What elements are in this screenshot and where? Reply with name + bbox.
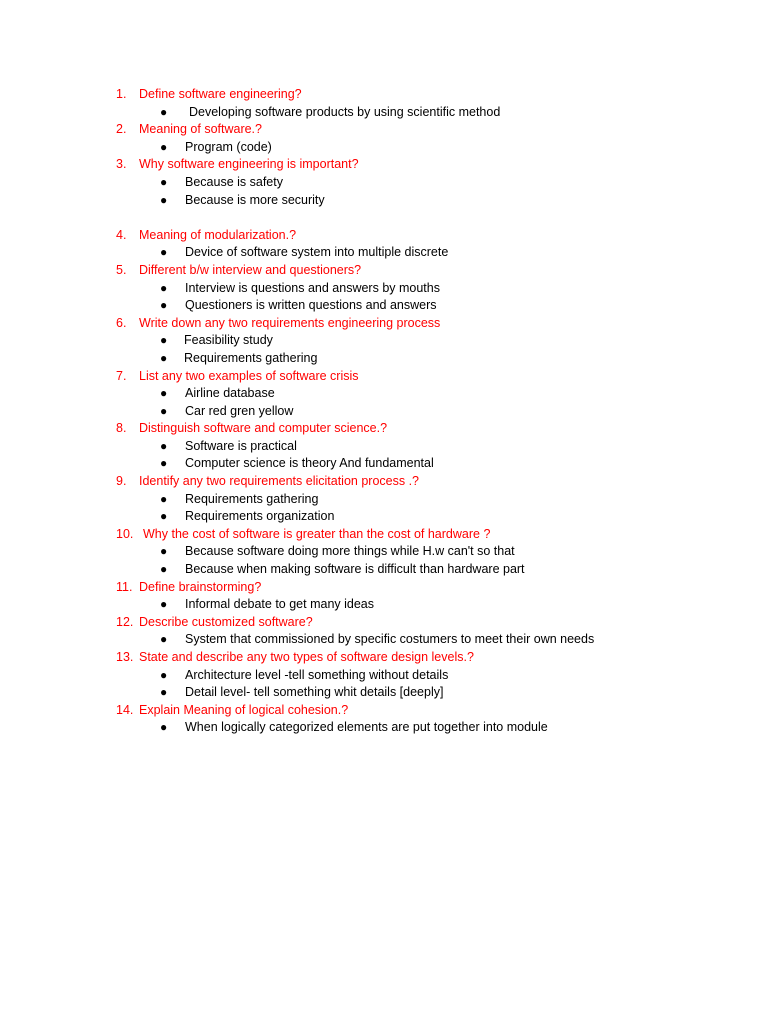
- answer-text: Because software doing more things while H.w can't so that: [185, 544, 515, 559]
- question-number: 2.: [116, 122, 127, 137]
- answer-text: Informal debate to get many ideas: [185, 597, 375, 612]
- question-row: [0, 614, 768, 632]
- answer-list: [0, 543, 768, 578]
- answer-text: Software is practical: [185, 438, 297, 453]
- question-row: [0, 702, 768, 720]
- question-text: Meaning of software.?: [139, 122, 262, 137]
- question-text: Explain Meaning of logical cohesion.?: [139, 702, 349, 717]
- list-item: [0, 121, 768, 156]
- question-row: [0, 420, 768, 438]
- answer-item: [0, 719, 768, 737]
- question-text: Identify any two requirements elicitation process .?: [139, 474, 419, 489]
- question-row: [0, 227, 768, 245]
- answer-item: [0, 684, 768, 702]
- answer-item: [0, 192, 768, 210]
- bullet-icon: ●: [160, 403, 168, 418]
- answer-text: Feasibility study: [184, 333, 273, 348]
- answer-text: Program (code): [185, 139, 272, 154]
- answer-item: [0, 491, 768, 509]
- bullet-icon: ●: [160, 350, 168, 365]
- answer-list: [0, 631, 768, 649]
- answer-item: [0, 667, 768, 685]
- answer-item: [0, 561, 768, 579]
- answer-text: Developing software products by using scientific method: [189, 104, 501, 119]
- answer-list: [0, 332, 768, 367]
- answer-list: [0, 667, 768, 702]
- answer-item: [0, 508, 768, 526]
- bullet-icon: ●: [160, 667, 168, 682]
- answer-text: Requirements gathering: [184, 350, 318, 365]
- answer-item: [0, 332, 768, 350]
- answer-item: [0, 385, 768, 403]
- list-item: [0, 579, 768, 614]
- bullet-icon: ●: [160, 685, 168, 700]
- bullet-icon: ●: [160, 280, 168, 295]
- answer-list: [0, 596, 768, 614]
- question-list: [0, 86, 768, 737]
- answer-item: [0, 631, 768, 649]
- list-item: [0, 649, 768, 702]
- answer-list: [0, 244, 768, 262]
- bullet-icon: ●: [160, 192, 168, 207]
- answer-item: [0, 543, 768, 561]
- answer-text: Computer science is theory And fundamental: [185, 456, 434, 471]
- list-item: [0, 262, 768, 315]
- list-item: [0, 368, 768, 421]
- question-row: [0, 262, 768, 280]
- list-item: [0, 473, 768, 526]
- bullet-icon: ●: [160, 597, 168, 612]
- question-text: Define brainstorming?: [139, 579, 262, 594]
- answer-text: Because is more security: [185, 192, 325, 207]
- question-number: 6.: [116, 315, 127, 330]
- answer-list: [0, 491, 768, 526]
- list-item: [0, 614, 768, 649]
- answer-text: Requirements organization: [185, 509, 335, 524]
- answer-item: [0, 403, 768, 421]
- question-text: Different b/w interview and questioners?: [139, 262, 362, 277]
- question-text: Why software engineering is important?: [139, 157, 359, 172]
- list-item: [0, 702, 768, 737]
- answer-item: [0, 455, 768, 473]
- question-number: 14.: [116, 702, 134, 717]
- question-row: [0, 156, 768, 174]
- answer-text: Detail level- tell something whit details [deeply]: [185, 685, 444, 700]
- question-text: Distinguish software and computer science.?: [139, 421, 388, 436]
- question-row: [0, 473, 768, 491]
- bullet-icon: ●: [160, 139, 168, 154]
- answer-text: Airline database: [185, 386, 275, 401]
- answer-text: Car red gren yellow: [185, 403, 294, 418]
- question-row: [0, 368, 768, 386]
- bullet-icon: ●: [160, 333, 168, 348]
- bullet-icon: ●: [160, 386, 168, 401]
- question-text: Meaning of modularization.?: [139, 227, 297, 242]
- answer-list: [0, 104, 768, 122]
- question-text: Define software engineering?: [139, 87, 302, 101]
- answer-item: [0, 104, 768, 122]
- question-number: 3.: [116, 157, 127, 172]
- answer-text: Interview is questions and answers by mouths: [185, 280, 440, 295]
- answer-item: [0, 596, 768, 614]
- answer-list: [0, 719, 768, 737]
- answer-list: [0, 139, 768, 157]
- question-text: Why the cost of software is greater than the cost of hardware ?: [143, 526, 491, 541]
- bullet-icon: ●: [160, 544, 168, 559]
- answer-item: [0, 350, 768, 368]
- question-row: [0, 649, 768, 667]
- question-text: List any two examples of software crisis: [139, 368, 359, 383]
- list-item: [0, 227, 768, 262]
- question-row: [0, 121, 768, 139]
- bullet-icon: ●: [160, 562, 168, 577]
- question-row: [0, 315, 768, 333]
- list-item: [0, 156, 768, 209]
- answer-item: [0, 438, 768, 456]
- bullet-icon: ●: [160, 456, 168, 471]
- list-item: [0, 420, 768, 473]
- answer-item: [0, 297, 768, 315]
- question-number: 8.: [116, 421, 127, 436]
- answer-text: Device of software system into multiple discrete: [185, 245, 449, 260]
- question-number: 4.: [116, 227, 127, 242]
- answer-item: [0, 139, 768, 157]
- answer-text: When logically categorized elements are put together into module: [185, 720, 548, 735]
- question-text: Write down any two requirements engineering process: [139, 315, 441, 330]
- answer-item: [0, 174, 768, 192]
- answer-item: [0, 244, 768, 262]
- question-number: 10.: [116, 526, 134, 541]
- bullet-icon: ●: [160, 245, 168, 260]
- answer-list: [0, 438, 768, 473]
- bullet-icon: ●: [160, 509, 168, 524]
- bullet-icon: ●: [160, 174, 168, 189]
- question-row: [0, 579, 768, 597]
- answer-item: [0, 280, 768, 298]
- question-number: 9.: [116, 474, 127, 489]
- bullet-icon: ●: [160, 491, 168, 506]
- answer-list: [0, 280, 768, 315]
- answer-text: Questioners is written questions and answers: [185, 298, 437, 313]
- bullet-icon: ●: [160, 438, 168, 453]
- answer-text: Requirements gathering: [185, 491, 319, 506]
- question-row: [0, 86, 768, 104]
- list-item: [0, 86, 768, 121]
- answer-list: [0, 174, 768, 209]
- bullet-icon: ●: [160, 632, 168, 647]
- question-number: 7.: [116, 368, 127, 383]
- question-text: State and describe any two types of software design levels.?: [139, 650, 474, 664]
- answer-text: Because when making software is difficult than hardware part: [185, 562, 525, 577]
- question-row: [0, 526, 768, 544]
- bullet-icon: ●: [160, 104, 168, 119]
- answer-text: System that commissioned by specific costumers to meet their own needs: [185, 632, 595, 647]
- question-number: 12.: [116, 614, 134, 629]
- question-text: Describe customized software?: [139, 614, 313, 629]
- question-number: 1.: [116, 87, 127, 101]
- question-number: 11.: [116, 579, 133, 594]
- question-number: 13.: [116, 650, 134, 664]
- answer-text: Because is safety: [185, 174, 283, 189]
- question-number: 5.: [116, 262, 127, 277]
- answer-text: Architecture level -tell something without details: [185, 667, 449, 682]
- bullet-icon: ●: [160, 298, 168, 313]
- bullet-icon: ●: [160, 720, 168, 735]
- list-item: [0, 526, 768, 579]
- list-item: [0, 315, 768, 368]
- answer-list: [0, 385, 768, 420]
